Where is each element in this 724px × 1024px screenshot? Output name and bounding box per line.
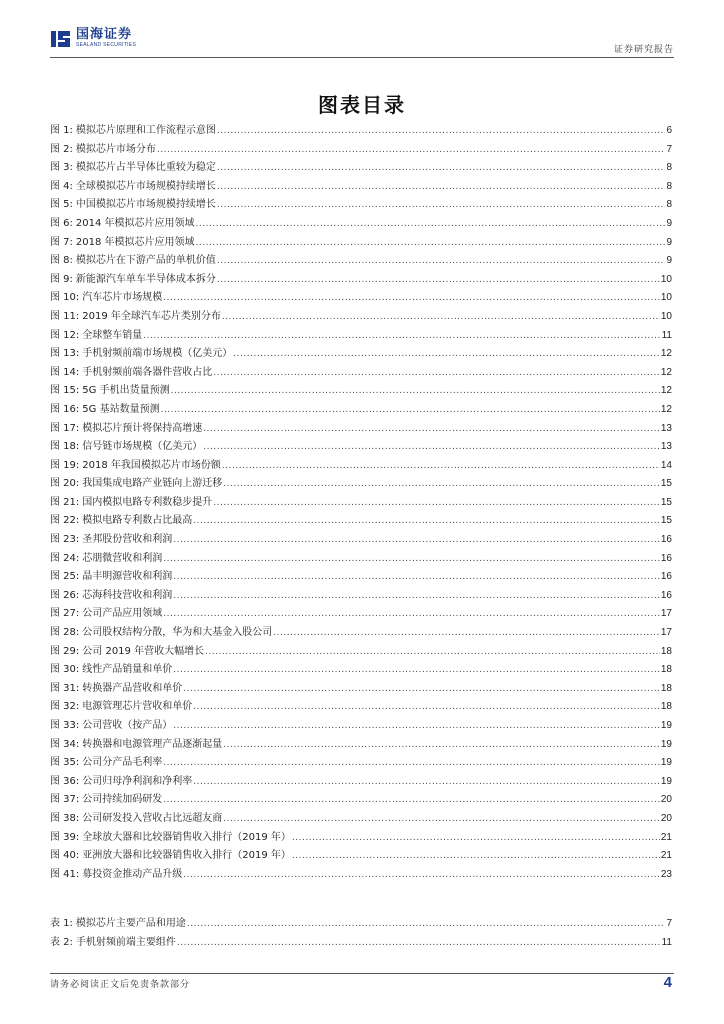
toc-entry-page: 18	[660, 682, 672, 694]
footer-disclaimer: 请务必阅读正文后免责条款部分	[50, 980, 191, 990]
toc-entry-page: 19	[660, 757, 672, 769]
toc-entry-page: 8	[666, 180, 672, 192]
page-title: 图表目录	[318, 93, 406, 117]
figure-toc-entry[interactable]	[50, 531, 672, 550]
report-type-label: 证券研究报告	[613, 45, 674, 55]
toc-entry-title: 公司股权结构分散，华为和大基金入股公司	[82, 627, 273, 639]
toc-dot-leader	[213, 364, 660, 383]
figure-toc-entry[interactable]	[50, 773, 672, 792]
figure-toc-entry[interactable]	[50, 234, 672, 253]
figure-toc-entry[interactable]	[50, 289, 672, 308]
toc-entry-title: 2018 年模拟芯片应用领域	[75, 236, 195, 248]
toc-dot-leader	[292, 829, 660, 848]
toc-dot-leader	[223, 736, 660, 755]
toc-dot-leader	[173, 717, 660, 736]
toc-entry-title: 电源管理芯片营收和单价	[82, 701, 193, 713]
tables-toc-list	[50, 915, 672, 952]
figure-toc-entry[interactable]	[50, 345, 672, 364]
toc-dot-leader	[217, 252, 666, 271]
toc-entry-title: 模拟芯片预计将保持高增速	[82, 422, 203, 434]
toc-entry-title: 5G 基站数量预测	[82, 403, 160, 415]
toc-dot-leader	[161, 401, 660, 420]
toc-dot-leader	[163, 605, 660, 624]
toc-entry-label: 图 25:	[50, 571, 80, 583]
table-toc-entry[interactable]	[50, 934, 672, 953]
toc-entry-title: 新能源汽车单车半导体成本拆分	[75, 273, 216, 285]
toc-entry-page: 18	[660, 645, 672, 657]
toc-entry-label: 图 17:	[50, 422, 80, 434]
toc-dot-leader	[273, 624, 660, 643]
toc-entry-page: 10	[660, 273, 672, 285]
toc-dot-leader	[196, 234, 666, 253]
toc-entry-label: 图 21:	[50, 496, 80, 508]
toc-entry-label: 图 7:	[50, 236, 73, 248]
toc-entry-label: 图 41:	[50, 868, 80, 880]
toc-entry-title: 公司归母净利润和净利率	[82, 775, 193, 787]
toc-entry-page: 7	[666, 143, 672, 155]
toc-entry-title: 全球整车销量	[82, 329, 143, 341]
toc-entry-label: 图 20:	[50, 478, 80, 490]
toc-dot-leader	[173, 661, 660, 680]
toc-entry-label: 图 24:	[50, 552, 80, 564]
sealand-logo	[50, 28, 136, 50]
figure-toc-entry[interactable]	[50, 364, 672, 383]
toc-entry-label: 图 35:	[50, 757, 80, 769]
toc-dot-leader	[163, 791, 660, 810]
toc-entry-label: 图 37:	[50, 794, 80, 806]
logo-english-name: SEALAND SECURITIES	[76, 42, 137, 48]
figure-toc-entry[interactable]	[50, 698, 672, 717]
toc-entry-label: 图 12:	[50, 329, 80, 341]
toc-entry-title: 公司产品应用领域	[82, 608, 163, 620]
toc-entry-label: 表 1:	[50, 918, 73, 929]
toc-entry-label: 图 27:	[50, 608, 80, 620]
toc-entry-label: 图 34:	[50, 738, 80, 750]
toc-entry-title: 模拟芯片占半导体比重较为稳定	[75, 162, 216, 174]
toc-entry-page: 8	[666, 162, 672, 174]
table-toc-entry[interactable]	[50, 915, 672, 934]
toc-entry-title: 模拟电路专利数占比最高	[82, 515, 193, 527]
toc-entry-title: 中国模拟芯片市场规模持续增长	[75, 199, 216, 211]
toc-dot-leader	[203, 420, 660, 439]
figure-toc-entry[interactable]	[50, 122, 672, 141]
sealand-logo-icon	[50, 28, 72, 50]
toc-entry-title: 公司分产品毛利率	[82, 757, 163, 769]
toc-dot-leader	[173, 531, 660, 550]
toc-entry-label: 图 9:	[50, 273, 73, 285]
toc-entry-title: 5G 手机出货量预测	[82, 385, 170, 397]
toc-entry-page: 10	[660, 310, 672, 322]
toc-entry-title: 模拟芯片原理和工作流程示意图	[75, 125, 216, 136]
toc-entry-title: 转换器和电源管理产品逐渐起量	[82, 738, 223, 750]
figure-toc-entry[interactable]	[50, 847, 672, 866]
toc-entry-label: 图 13:	[50, 348, 80, 360]
toc-entry-label: 图 5:	[50, 199, 73, 211]
figure-toc-entry[interactable]	[50, 457, 672, 476]
toc-entry-page: 15	[660, 515, 672, 527]
toc-dot-leader	[163, 289, 660, 308]
toc-dot-leader	[217, 196, 666, 215]
figure-toc-entry[interactable]	[50, 680, 672, 699]
toc-entry-title: 手机射频前端各器件营收占比	[82, 366, 213, 378]
toc-entry-label: 图 26:	[50, 589, 80, 601]
figure-toc-entry[interactable]	[50, 754, 672, 773]
figure-toc-entry[interactable]	[50, 382, 672, 401]
figure-toc-entry[interactable]	[50, 401, 672, 420]
toc-dot-leader	[223, 475, 660, 494]
toc-entry-page: 19	[660, 738, 672, 750]
toc-dot-leader	[163, 550, 660, 569]
page-header	[50, 28, 674, 56]
toc-entry-page: 12	[660, 385, 672, 397]
toc-entry-page: 16	[660, 552, 672, 564]
toc-dot-leader	[157, 141, 666, 160]
figure-toc-entry[interactable]	[50, 661, 672, 680]
figure-toc-entry[interactable]	[50, 643, 672, 662]
toc-dot-leader	[171, 382, 660, 401]
toc-entry-label: 图 10:	[50, 292, 80, 304]
figure-toc-entry[interactable]	[50, 420, 672, 439]
figure-toc-entry[interactable]	[50, 550, 672, 569]
toc-dot-leader	[163, 754, 660, 773]
toc-entry-label: 图 32:	[50, 701, 80, 713]
toc-dot-leader	[183, 866, 660, 885]
figure-toc-entry[interactable]	[50, 196, 672, 215]
toc-entry-title: 公司研发投入营收占比远超友商	[82, 812, 223, 824]
toc-entry-title: 2019 年全球汽车芯片类别分布	[82, 310, 221, 322]
toc-entry-label: 图 8:	[50, 255, 73, 267]
figure-toc-entry[interactable]	[50, 252, 672, 271]
toc-entry-page: 14	[660, 459, 672, 471]
toc-entry-title: 公司 2019 年营收大幅增长	[82, 645, 205, 657]
figures-toc-list	[50, 122, 672, 884]
toc-entry-label: 图 29:	[50, 645, 80, 657]
toc-entry-title: 晶丰明源营收和利润	[82, 571, 173, 583]
toc-entry-page: 12	[660, 403, 672, 415]
toc-dot-leader	[217, 178, 666, 197]
toc-entry-label: 图 3:	[50, 162, 73, 174]
toc-entry-page: 17	[660, 608, 672, 620]
toc-entry-label: 图 38:	[50, 812, 80, 824]
figure-toc-entry[interactable]	[50, 512, 672, 531]
toc-dot-leader	[222, 457, 660, 476]
figure-toc-entry[interactable]	[50, 141, 672, 160]
figure-toc-entry[interactable]	[50, 568, 672, 587]
toc-entry-page: 12	[660, 348, 672, 360]
toc-entry-page: 12	[660, 366, 672, 378]
toc-entry-page: 11	[661, 936, 672, 948]
figure-toc-entry[interactable]	[50, 810, 672, 829]
toc-entry-page: 8	[666, 199, 672, 211]
toc-entry-title: 手机射频前端市场规模（亿美元）	[82, 348, 233, 360]
toc-entry-title: 信号链市场规模（亿美元）	[82, 441, 203, 453]
toc-dot-leader	[203, 438, 660, 457]
toc-dot-leader	[222, 308, 660, 327]
toc-dot-leader	[217, 122, 666, 141]
toc-entry-label: 图 22:	[50, 515, 80, 527]
toc-dot-leader	[193, 698, 660, 717]
toc-entry-page: 19	[660, 775, 672, 787]
figure-toc-entry[interactable]	[50, 271, 672, 290]
figure-toc-entry[interactable]	[50, 605, 672, 624]
toc-entry-title: 公司营收（按产品）	[82, 720, 173, 731]
toc-entry-page: 15	[660, 478, 672, 490]
toc-entry-label: 图 30:	[50, 664, 80, 676]
figure-toc-entry[interactable]	[50, 866, 672, 885]
toc-entry-title: 国内模拟电路专利数稳步提升	[82, 496, 213, 508]
toc-entry-page: 23	[660, 868, 672, 880]
toc-entry-page: 13	[660, 422, 672, 434]
header-divider	[50, 57, 674, 58]
toc-dot-leader	[187, 915, 666, 934]
toc-entry-label: 图 31:	[50, 682, 80, 694]
toc-dot-leader	[292, 847, 660, 866]
toc-entry-title: 转换器产品营收和单价	[82, 682, 183, 694]
toc-entry-page: 21	[660, 850, 672, 862]
toc-entry-page: 16	[660, 571, 672, 583]
figure-toc-entry[interactable]	[50, 717, 672, 736]
toc-entry-title: 全球模拟芯片市场规模持续增长	[75, 180, 216, 192]
figure-toc-entry[interactable]	[50, 494, 672, 513]
toc-entry-title: 模拟芯片主要产品和用途	[75, 918, 186, 929]
toc-entry-page: 13	[660, 441, 672, 453]
toc-entry-title: 汽车芯片市场规模	[82, 292, 163, 304]
toc-entry-title: 公司持续加码研发	[82, 794, 163, 806]
figure-toc-entry[interactable]	[50, 791, 672, 810]
toc-entry-title: 线性产品销量和单价	[82, 664, 173, 676]
toc-entry-page: 18	[660, 664, 672, 676]
toc-dot-leader	[193, 512, 660, 531]
toc-dot-leader	[213, 494, 660, 513]
toc-entry-title: 募投资金推动产品升级	[82, 868, 183, 880]
toc-entry-label: 图 36:	[50, 775, 80, 787]
toc-entry-label: 图 40:	[50, 850, 80, 862]
logo-chinese-name: 国海证券	[76, 27, 133, 42]
toc-entry-title: 手机射频前端主要组件	[75, 936, 176, 948]
toc-entry-title: 模拟芯片在下游产品的单机价值	[75, 255, 216, 267]
toc-entry-label: 图 4:	[50, 180, 73, 192]
footer-page-number: 4	[663, 974, 672, 991]
toc-entry-page: 7	[666, 918, 672, 929]
toc-entry-page: 9	[666, 236, 672, 248]
toc-entry-label: 图 11:	[50, 310, 80, 322]
toc-dot-leader	[196, 215, 666, 234]
toc-dot-leader	[217, 159, 666, 178]
figure-toc-entry[interactable]	[50, 475, 672, 494]
figure-toc-entry[interactable]	[50, 178, 672, 197]
figure-toc-entry[interactable]	[50, 327, 672, 346]
toc-entry-label: 图 23:	[50, 534, 80, 546]
toc-dot-leader	[233, 345, 660, 364]
toc-entry-page: 16	[660, 534, 672, 546]
toc-entry-title: 我国集成电路产业链向上游迁移	[82, 478, 223, 490]
toc-dot-leader	[173, 568, 660, 587]
toc-dot-leader	[193, 773, 660, 792]
figure-toc-entry[interactable]	[50, 736, 672, 755]
toc-entry-page: 20	[660, 812, 672, 824]
toc-entry-page: 6	[666, 125, 672, 136]
figure-toc-entry[interactable]	[50, 159, 672, 178]
toc-entry-label: 图 16:	[50, 403, 80, 415]
toc-entry-page: 16	[660, 589, 672, 601]
toc-entry-label: 图 6:	[50, 217, 73, 229]
toc-entry-title: 2018 年我国模拟芯片市场份额	[82, 459, 221, 471]
toc-entry-page: 21	[660, 831, 672, 843]
figure-toc-entry[interactable]	[50, 624, 672, 643]
figure-toc-entry[interactable]	[50, 587, 672, 606]
toc-entry-page: 19	[660, 720, 672, 731]
toc-entry-page: 10	[660, 292, 672, 304]
toc-entry-title: 亚洲放大器和比较器销售收入排行（2019 年）	[82, 850, 291, 862]
toc-entry-page: 15	[660, 496, 672, 508]
toc-entry-page: 11	[661, 329, 672, 341]
toc-entry-label: 图 19:	[50, 459, 80, 471]
toc-entry-label: 图 15:	[50, 385, 80, 397]
toc-entry-title: 芯朋微营收和利润	[82, 552, 163, 564]
toc-entry-label: 图 39:	[50, 831, 80, 843]
toc-dot-leader	[143, 327, 660, 346]
toc-entry-label: 图 33:	[50, 720, 80, 731]
toc-entry-label: 图 14:	[50, 366, 80, 378]
toc-entry-page: 9	[666, 255, 672, 267]
figure-toc-entry[interactable]	[50, 438, 672, 457]
toc-entry-page: 20	[660, 794, 672, 806]
toc-dot-leader	[183, 680, 660, 699]
footer-divider	[50, 973, 674, 974]
toc-dot-leader	[173, 587, 660, 606]
toc-entry-title: 全球放大器和比较器销售收入排行（2019 年）	[82, 831, 291, 843]
toc-entry-label: 图 2:	[50, 143, 73, 155]
toc-entry-title: 芯海科技营收和利润	[82, 589, 173, 601]
toc-entry-title: 模拟芯片市场分布	[75, 143, 156, 155]
toc-entry-label: 图 1:	[50, 125, 73, 136]
toc-entry-label: 图 28:	[50, 627, 80, 639]
toc-dot-leader	[205, 643, 660, 662]
toc-dot-leader	[177, 934, 661, 953]
figure-toc-entry[interactable]	[50, 308, 672, 327]
toc-dot-leader	[223, 810, 660, 829]
toc-entry-label: 表 2:	[50, 936, 73, 948]
toc-entry-page: 9	[666, 217, 672, 229]
figure-toc-entry[interactable]	[50, 829, 672, 848]
toc-entry-title: 圣邦股份营收和利润	[82, 534, 173, 546]
figure-toc-entry[interactable]	[50, 215, 672, 234]
toc-dot-leader	[217, 271, 660, 290]
toc-entry-page: 18	[660, 701, 672, 713]
toc-entry-label: 图 18:	[50, 441, 80, 453]
toc-entry-page: 17	[660, 627, 672, 639]
toc-entry-title: 2014 年模拟芯片应用领域	[75, 217, 195, 229]
